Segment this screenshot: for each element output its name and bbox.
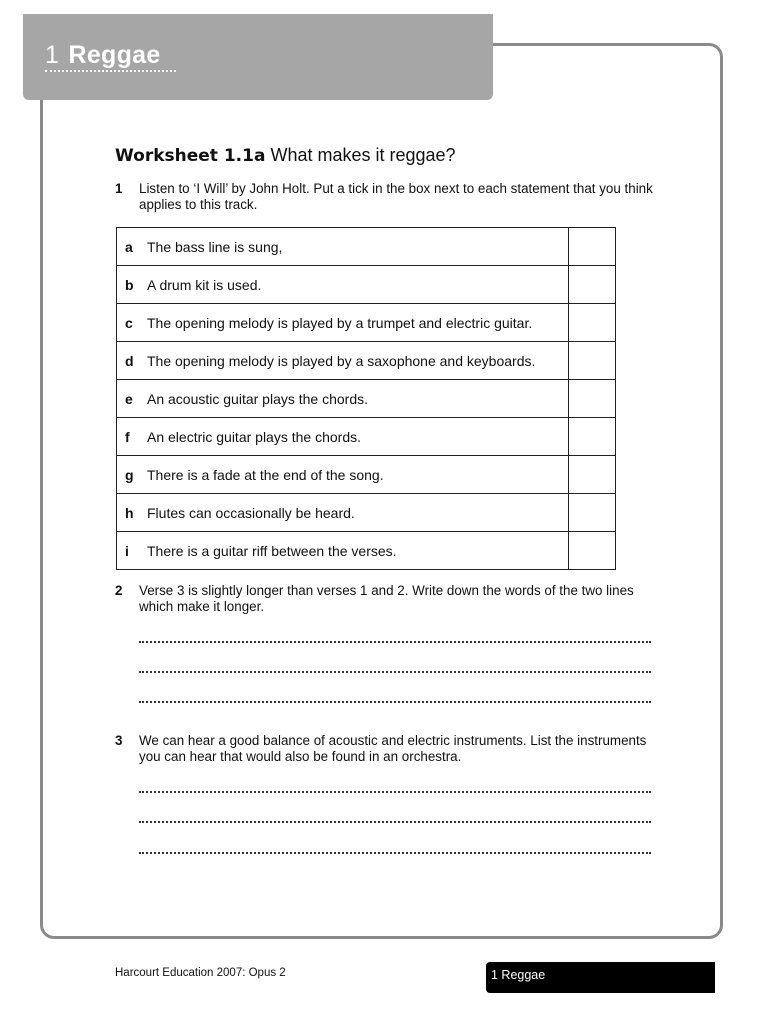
- question-number: 2: [115, 583, 123, 598]
- statement-letter: g: [125, 466, 134, 483]
- answer-line[interactable]: [139, 821, 651, 823]
- footer-publisher: Harcourt Education 2007: Opus 2: [115, 967, 286, 979]
- tick-box[interactable]: [569, 304, 616, 342]
- answer-line[interactable]: [139, 791, 651, 793]
- table-row: [117, 342, 616, 380]
- worksheet-title: [115, 145, 456, 166]
- table-row: [117, 494, 616, 532]
- statement-letter: b: [125, 276, 134, 293]
- statement-text: An acoustic guitar plays the chords.: [147, 390, 369, 407]
- chapter-name: Reggae: [68, 41, 161, 69]
- table-row: [117, 228, 616, 266]
- footer-chapter-box: [486, 962, 715, 993]
- tick-box[interactable]: [569, 418, 616, 456]
- table-row: [117, 418, 616, 456]
- table-row: [117, 380, 616, 418]
- tick-box[interactable]: [569, 532, 616, 570]
- table-row: [117, 266, 616, 304]
- statement-text: An electric guitar plays the chords.: [147, 428, 361, 445]
- question-text: We can hear a good balance of acoustic and electric instruments. List the instruments you can hear that would also be found in an orchestra.: [139, 733, 647, 764]
- statement-letter: e: [125, 390, 133, 407]
- question-text: Verse 3 is slightly longer than verses 1 and 2. Write down the words of the two lines which make it longer.: [139, 583, 634, 614]
- question-number: 3: [115, 733, 123, 748]
- answer-line[interactable]: [139, 701, 651, 703]
- statement-text: There is a fade at the end of the song.: [147, 466, 384, 483]
- statement-cell: [117, 418, 569, 456]
- answer-line[interactable]: [139, 852, 651, 854]
- table-row: [117, 456, 616, 494]
- statement-letter: f: [125, 428, 130, 445]
- statement-cell: [117, 342, 569, 380]
- statement-cell: [117, 266, 569, 304]
- question-text: Listen to ‘I Will’ by John Holt. Put a tick in the box next to each statement that you think applies to this track.: [139, 181, 653, 212]
- question-number: 1: [115, 181, 123, 196]
- statement-cell: [117, 532, 569, 570]
- tick-box[interactable]: [569, 380, 616, 418]
- tick-box[interactable]: [569, 456, 616, 494]
- statement-text: The opening melody is played by a saxophone and keyboards.: [147, 352, 536, 369]
- statement-cell: [117, 456, 569, 494]
- statement-letter: h: [125, 504, 134, 521]
- chapter-number: 1: [45, 41, 60, 69]
- table-row: [117, 304, 616, 342]
- statement-letter: c: [125, 314, 133, 331]
- chapter-underline: [45, 70, 176, 72]
- answer-line[interactable]: [139, 641, 651, 643]
- statements-table: [116, 227, 616, 570]
- tick-box[interactable]: [569, 228, 616, 266]
- tick-box[interactable]: [569, 266, 616, 304]
- statement-letter: a: [125, 238, 133, 255]
- tick-box[interactable]: [569, 494, 616, 532]
- statement-text: The opening melody is played by a trumpet and electric guitar.: [147, 314, 533, 331]
- footer-chapter-label: 1 Reggae: [491, 968, 546, 982]
- worksheet-code: Worksheet 1.1a: [115, 146, 266, 166]
- statement-cell: [117, 494, 569, 532]
- statement-cell: [117, 228, 569, 266]
- statement-text: The bass line is sung,: [147, 238, 283, 255]
- statement-letter: i: [125, 542, 129, 559]
- tick-box[interactable]: [569, 342, 616, 380]
- worksheet-heading: What makes it reggae?: [270, 145, 456, 165]
- statement-letter: d: [125, 352, 134, 369]
- answer-line[interactable]: [139, 671, 651, 673]
- chapter-title: [45, 41, 161, 70]
- statement-text: A drum kit is used.: [147, 276, 262, 293]
- statement-text: There is a guitar riff between the verses.: [147, 542, 397, 559]
- statement-cell: [117, 304, 569, 342]
- table-row: [117, 532, 616, 570]
- statement-cell: [117, 380, 569, 418]
- statement-text: Flutes can occasionally be heard.: [147, 504, 355, 521]
